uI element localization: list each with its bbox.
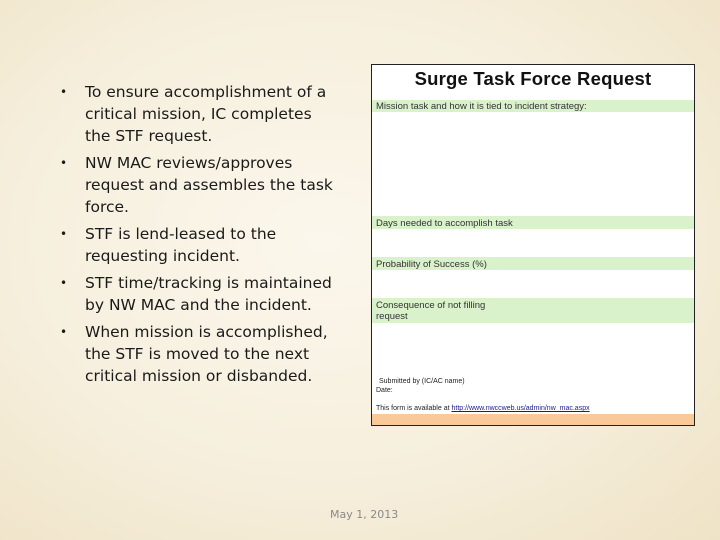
- availability-link[interactable]: http://www.nwccweb.us/admin/nw_mac.aspx: [451, 405, 590, 412]
- days-needed-label: Days needed to accomplish task: [376, 218, 513, 229]
- bullet-text: STF time/tracking is maintained by NW MAC and the incident.: [85, 274, 332, 314]
- availability-bar: [372, 414, 694, 425]
- bullet-text: To ensure accomplishment of a critical mission, IC completes the STF request.: [85, 83, 327, 145]
- consequence-field[interactable]: [372, 298, 522, 323]
- submitted-block: [376, 377, 465, 395]
- bullet-list: [60, 81, 335, 392]
- bullet-text: NW MAC reviews/approves request and assembles the task force.: [85, 154, 333, 216]
- availability-text: This form is available at: [376, 405, 450, 412]
- bullet-item: [60, 321, 335, 387]
- bullet-item: [60, 81, 335, 147]
- probability-field[interactable]: [372, 257, 694, 270]
- bullet-text: When mission is accomplished, the STF is moved to the next critical mission or disbanded.: [85, 323, 328, 385]
- mission-task-label: Mission task and how it is tied to incident strategy:: [376, 101, 587, 112]
- consequence-label: Consequence of not filling request: [376, 300, 486, 322]
- probability-label: Probability of Success (%): [376, 259, 487, 270]
- bullet-item: [60, 272, 335, 316]
- days-needed-field[interactable]: [372, 216, 694, 229]
- surge-task-force-request-form: [371, 64, 695, 426]
- availability-note: [376, 404, 590, 413]
- bullet-text: STF is lend-leased to the requesting incident.: [85, 225, 277, 265]
- footer-date: May 1, 2013: [330, 508, 399, 521]
- bullet-item: [60, 152, 335, 218]
- mission-task-field[interactable]: [372, 100, 694, 112]
- date-label: Date:: [376, 387, 393, 394]
- consequence-field-fill: [522, 298, 694, 323]
- bullet-item: [60, 223, 335, 267]
- form-title: Surge Task Force Request: [372, 65, 694, 100]
- submitted-by-label: Submitted by (IC/AC name): [379, 378, 465, 385]
